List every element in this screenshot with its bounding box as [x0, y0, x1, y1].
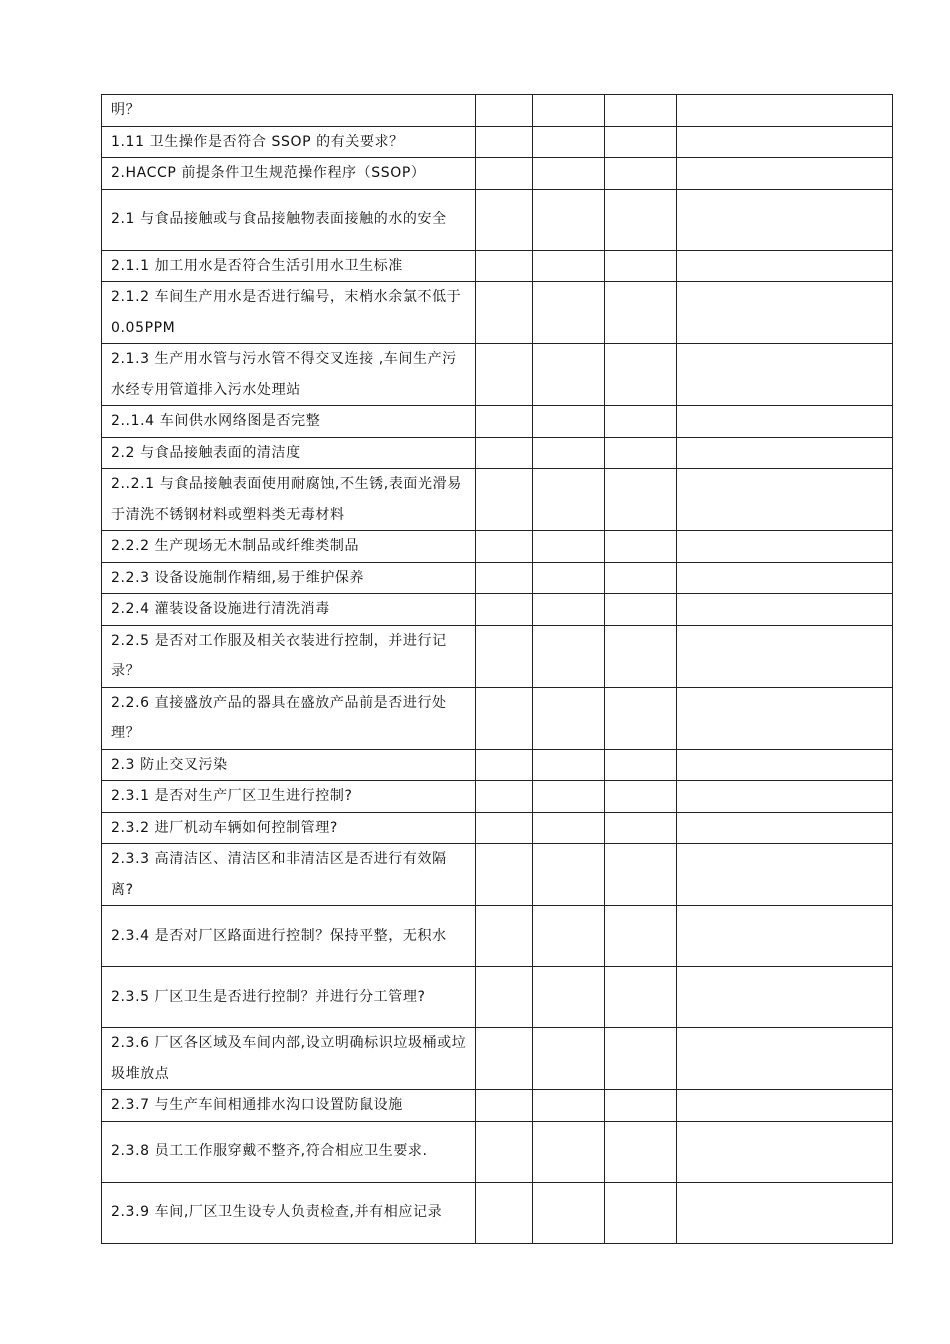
blank-cell [677, 158, 893, 190]
table-row [102, 126, 893, 158]
checklist-item-text: 2.2.2 生产现场无木制品或纤维类制品 [102, 531, 476, 563]
table-row [102, 1028, 893, 1090]
checklist-item-text: 2.3.8 员工工作服穿戴不整齐,符合相应卫生要求. [102, 1121, 476, 1182]
checklist-item-text: 2.3.3 高清洁区、清洁区和非清洁区是否进行有效隔离? [102, 844, 476, 906]
blank-cell [476, 250, 533, 282]
blank-cell [533, 1121, 605, 1182]
blank-cell [605, 1182, 677, 1243]
blank-cell [605, 1090, 677, 1122]
checklist-item-text: 2.2.6 直接盛放产品的器具在盛放产品前是否进行处理？ [102, 687, 476, 749]
blank-cell [533, 158, 605, 190]
blank-cell [476, 437, 533, 469]
blank-cell [677, 437, 893, 469]
blank-cell [476, 344, 533, 406]
blank-cell [533, 189, 605, 250]
checklist-item-text: 2.3 防止交叉污染 [102, 749, 476, 781]
blank-cell [605, 158, 677, 190]
blank-cell [605, 687, 677, 749]
blank-cell [533, 437, 605, 469]
blank-cell [476, 1182, 533, 1243]
blank-cell [533, 1182, 605, 1243]
table-row [102, 844, 893, 906]
blank-cell [533, 250, 605, 282]
checklist-item-text: 2.1.1 加工用水是否符合生活引用水卫生标准 [102, 250, 476, 282]
blank-cell [605, 189, 677, 250]
blank-cell [476, 594, 533, 626]
blank-cell [605, 625, 677, 687]
blank-cell [476, 95, 533, 127]
blank-cell [476, 687, 533, 749]
blank-cell [476, 406, 533, 438]
table-row [102, 95, 893, 127]
blank-cell [476, 469, 533, 531]
table-row [102, 1121, 893, 1182]
blank-cell [605, 344, 677, 406]
blank-cell [605, 282, 677, 344]
blank-cell [677, 1028, 893, 1090]
blank-cell [476, 1090, 533, 1122]
blank-cell [476, 282, 533, 344]
blank-cell [677, 687, 893, 749]
blank-cell [605, 531, 677, 563]
blank-cell [677, 95, 893, 127]
checklist-item-text: 2.2 与食品接触表面的清洁度 [102, 437, 476, 469]
blank-cell [677, 967, 893, 1028]
checklist-item-text: 2.3.9 车间,厂区卫生设专人负责检查,并有相应记录 [102, 1182, 476, 1243]
checklist-item-text: 2.HACCP 前提条件卫生规范操作程序（SSOP） [102, 158, 476, 190]
checklist-body [102, 95, 893, 1244]
table-row [102, 344, 893, 406]
blank-cell [677, 625, 893, 687]
checklist-item-text: 2..2.1 与食品接触表面使用耐腐蚀,不生锈,表面光滑易于清洗不锈钢材料或塑料类无毒材料 [102, 469, 476, 531]
blank-cell [476, 1121, 533, 1182]
blank-cell [605, 812, 677, 844]
table-row [102, 906, 893, 967]
blank-cell [677, 1090, 893, 1122]
blank-cell [677, 844, 893, 906]
checklist-item-text: 1.11 卫生操作是否符合 SSOP 的有关要求？ [102, 126, 476, 158]
table-row [102, 687, 893, 749]
blank-cell [605, 781, 677, 813]
blank-cell [476, 158, 533, 190]
blank-cell [533, 1090, 605, 1122]
checklist-item-text: 明？ [102, 95, 476, 127]
checklist-item-text: 2.2.4 灌装设备设施进行清洗消毒 [102, 594, 476, 626]
blank-cell [677, 1182, 893, 1243]
blank-cell [476, 126, 533, 158]
checklist-item-text: 2.3.6 厂区各区域及车间内部,设立明确标识垃圾桶或垃圾堆放点 [102, 1028, 476, 1090]
blank-cell [677, 250, 893, 282]
blank-cell [605, 906, 677, 967]
blank-cell [533, 562, 605, 594]
blank-cell [605, 967, 677, 1028]
blank-cell [476, 625, 533, 687]
table-row [102, 967, 893, 1028]
blank-cell [677, 781, 893, 813]
table-row [102, 781, 893, 813]
table-row [102, 406, 893, 438]
blank-cell [476, 781, 533, 813]
blank-cell [677, 906, 893, 967]
blank-cell [605, 250, 677, 282]
blank-cell [533, 812, 605, 844]
table-row [102, 625, 893, 687]
blank-cell [677, 562, 893, 594]
blank-cell [533, 749, 605, 781]
table-row [102, 189, 893, 250]
blank-cell [605, 437, 677, 469]
blank-cell [677, 126, 893, 158]
table-row [102, 437, 893, 469]
blank-cell [605, 406, 677, 438]
blank-cell [533, 594, 605, 626]
table-row [102, 1182, 893, 1243]
blank-cell [605, 95, 677, 127]
checklist-item-text: 2.3.4 是否对厂区路面进行控制？保持平整，无积水 [102, 906, 476, 967]
blank-cell [533, 406, 605, 438]
table-row [102, 749, 893, 781]
checklist-item-text: 2..1.4 车间供水网络图是否完整 [102, 406, 476, 438]
checklist-item-text: 2.3.2 进厂机动车辆如何控制管理? [102, 812, 476, 844]
blank-cell [533, 469, 605, 531]
blank-cell [533, 95, 605, 127]
blank-cell [476, 531, 533, 563]
checklist-item-text: 2.3.7 与生产车间相通排水沟口设置防鼠设施 [102, 1090, 476, 1122]
blank-cell [677, 594, 893, 626]
blank-cell [677, 1121, 893, 1182]
blank-cell [476, 967, 533, 1028]
blank-cell [476, 812, 533, 844]
blank-cell [533, 625, 605, 687]
blank-cell [533, 781, 605, 813]
table-row [102, 531, 893, 563]
blank-cell [677, 812, 893, 844]
blank-cell [476, 1028, 533, 1090]
blank-cell [533, 126, 605, 158]
blank-cell [677, 282, 893, 344]
table-row [102, 282, 893, 344]
blank-cell [533, 967, 605, 1028]
blank-cell [677, 406, 893, 438]
table-row [102, 812, 893, 844]
checklist-item-text: 2.2.3 设备设施制作精细,易于维护保养 [102, 562, 476, 594]
checklist-item-text: 2.3.5 厂区卫生是否进行控制？并进行分工管理? [102, 967, 476, 1028]
blank-cell [605, 562, 677, 594]
blank-cell [605, 844, 677, 906]
table-row [102, 469, 893, 531]
table-row [102, 562, 893, 594]
blank-cell [677, 344, 893, 406]
blank-cell [677, 189, 893, 250]
blank-cell [677, 531, 893, 563]
blank-cell [476, 844, 533, 906]
blank-cell [533, 531, 605, 563]
checklist-table [101, 94, 893, 1244]
checklist-item-text: 2.2.5 是否对工作服及相关衣装进行控制，并进行记录？ [102, 625, 476, 687]
blank-cell [533, 687, 605, 749]
blank-cell [476, 749, 533, 781]
blank-cell [533, 282, 605, 344]
blank-cell [533, 344, 605, 406]
checklist-item-text: 2.1.3 生产用水管与污水管不得交叉连接 ,车间生产污水经专用管道排入污水处理站 [102, 344, 476, 406]
blank-cell [476, 906, 533, 967]
blank-cell [605, 749, 677, 781]
blank-cell [533, 844, 605, 906]
checklist-item-text: 2.3.1 是否对生产厂区卫生进行控制? [102, 781, 476, 813]
blank-cell [605, 126, 677, 158]
checklist-item-text: 2.1.2 车间生产用水是否进行编号，末梢水余氯不低于 0.05PPM [102, 282, 476, 344]
blank-cell [605, 594, 677, 626]
blank-cell [677, 749, 893, 781]
table-row [102, 594, 893, 626]
blank-cell [533, 1028, 605, 1090]
table-row [102, 158, 893, 190]
table-row [102, 1090, 893, 1122]
blank-cell [677, 469, 893, 531]
blank-cell [476, 562, 533, 594]
blank-cell [476, 189, 533, 250]
blank-cell [533, 906, 605, 967]
table-row [102, 250, 893, 282]
blank-cell [605, 469, 677, 531]
blank-cell [605, 1028, 677, 1090]
checklist-item-text: 2.1 与食品接触或与食品接触物表面接触的水的安全 [102, 189, 476, 250]
blank-cell [605, 1121, 677, 1182]
